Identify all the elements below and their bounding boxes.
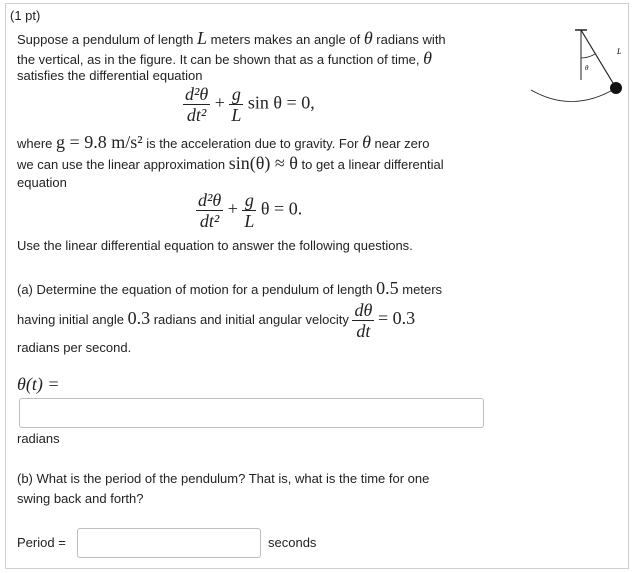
var-theta: θ <box>363 28 373 48</box>
part-a-units: radians <box>17 431 60 446</box>
part-a-line-2: having initial angle 0.3 radians and initial angular velocity $\frac{d\theta}{dt}$ = 0.3 <box>17 300 416 341</box>
swing-arc <box>531 88 616 102</box>
intro-line-1: Suppose a pendulum of length L meters makes an angle of θ radians with <box>17 28 446 48</box>
pendulum-bob <box>610 82 622 94</box>
angle-arc <box>581 54 595 58</box>
period-label: Period = <box>17 535 66 550</box>
theta-answer-input[interactable] <box>19 398 484 428</box>
figure-label-theta: θ <box>585 64 589 72</box>
var-L: L <box>196 28 207 48</box>
differential-equation-linear: $\frac{\text{d²θ}}{\text{dt²}}$ + $\frac{g}{L}$ θ = 0. <box>198 190 303 231</box>
approx-line: we can use the linear approximation sin(θ) ≈ θ to get a linear differential <box>17 153 444 173</box>
figure-label-L: L <box>617 47 622 56</box>
intro-line-2: the vertical, as in the figure. It can be shown that as a function of time, θ <box>17 48 432 68</box>
period-input[interactable] <box>77 528 261 558</box>
part-a-line-1: (a) Determine the equation of motion for a pendulum of length 0.5 meters <box>17 278 443 298</box>
part-b-line-2: swing back and forth? <box>17 491 144 506</box>
where-line: where g = 9.8 m/s² is the acceleration due to gravity. For θ near zero <box>17 132 430 152</box>
pendulum-rod <box>581 30 616 88</box>
part-b-line-1: (b) What is the period of the pendulum? That is, what is the time for one <box>17 471 430 486</box>
period-units: seconds <box>268 535 317 550</box>
intro-line-3: satisfies the differential equation <box>17 68 203 83</box>
theta-answer-label: θ(t) = <box>17 374 60 394</box>
differential-equation-nonlinear: $\frac{\text{d²θ}}{\text{dt²}}$ + $\frac{g}{L}$ sin θ = 0, <box>185 84 315 125</box>
part-a-line-3: radians per second. <box>17 340 132 355</box>
pendulum-figure <box>528 22 628 108</box>
instructions-line: Use the linear differential equation to answer the following questions. <box>17 238 413 253</box>
points-label: (1 pt) <box>10 8 41 23</box>
approx-line-3: equation <box>17 175 67 190</box>
